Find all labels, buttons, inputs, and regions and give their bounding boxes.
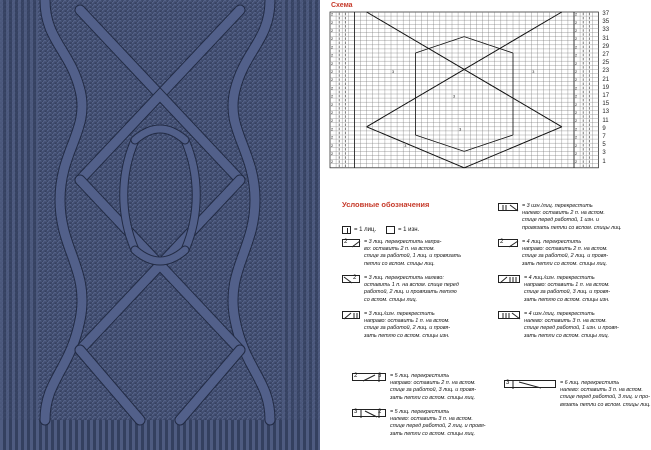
svg-text:2: 2	[331, 102, 334, 107]
purl-symbol-icon	[386, 226, 395, 234]
chart-row-number: 9	[602, 125, 606, 132]
knitted-swatch-photo	[0, 0, 320, 450]
legend-title: Условные обозначения	[342, 200, 430, 209]
chart-row-number: 21	[602, 76, 610, 83]
svg-text:2: 2	[575, 143, 578, 148]
svg-text:2: 2	[575, 20, 578, 25]
svg-text:2: 2	[331, 45, 334, 50]
legend-item-c4r: = 4 лиц. перекрестить направо: оставить 2 п. на вспом. спице за работой, 2 лиц. и провя- зать петли со вспом. спицы лиц.	[522, 239, 609, 267]
svg-text:3: 3	[532, 70, 535, 74]
svg-text:2: 2	[331, 70, 334, 74]
svg-text:2: 2	[331, 53, 334, 58]
svg-text:2: 2	[575, 127, 578, 132]
chart-row-number: 15	[602, 101, 610, 108]
svg-text:2: 2	[575, 152, 578, 156]
legend-item-c5l: = 5 лиц. перекрестить налево: оставить 3 п. на вспом. спице перед работой, 2 лиц. и провя- зать петли со вспом. спицы лиц.	[390, 409, 486, 437]
svg-text:2: 2	[331, 135, 334, 140]
chart-title: Схема	[331, 2, 353, 9]
legend-item-c5r: = 5 лиц. перекрестить направо: оставить 2 п. на вспом. спице за работой, 3 лиц. и провя- зать петли со вспом. спицы лиц.	[390, 373, 477, 401]
knit-symbol-icon	[342, 226, 351, 234]
svg-text:2: 2	[575, 102, 578, 107]
legend-item-c6: = 6 лиц. перекрестить налево: оставить 3 п. на вспом. спице перед работой, 3 лиц. и про- вязать петли со вспом. спицы лиц.	[560, 380, 651, 408]
legend-item-c3pl: = 3 изн./лиц. перекрестить налево: оставить 2 п. на вспом. спице перед работой, 1 изн. и провязать петли со вспом. спицы лиц.	[522, 203, 622, 231]
legend-item-c3l: = 3 лиц. перекрестить налево: оставить 1 п. на вспом. спице перед работой, 2 лиц. и провязать петлю со вспом. спицы лиц.	[364, 275, 459, 303]
svg-text:2: 2	[331, 61, 334, 66]
svg-text:2: 2	[331, 29, 334, 33]
legend-item-c4pl: = 4 изн./лиц. перекрестить налево: оставить 3 п. на вспом. спице перед работой, 1 изн. и провя- зать петли со вспом. спицы лиц.	[524, 311, 619, 339]
chart-row-number: 25	[602, 60, 610, 67]
svg-text:2: 2	[575, 94, 578, 99]
svg-text:2: 2	[575, 78, 578, 83]
chart-row-number: 33	[602, 27, 610, 34]
svg-text:3: 3	[404, 143, 407, 148]
svg-text:2: 2	[575, 45, 578, 50]
svg-text:2: 2	[575, 12, 578, 17]
chart-row-number: 17	[602, 93, 610, 99]
purl-label: = 1 изн.	[398, 227, 420, 233]
legend-item-c3r: = 3 лиц. перекрестить напра- во: оставить 2 п. на вспом. спице за работой, 1 лиц. и провязать петли со вспом. спицы лиц.	[364, 239, 462, 267]
cross-6-left-icon	[504, 380, 556, 388]
svg-text:2: 2	[331, 94, 334, 99]
chart-row-number: 1	[602, 158, 606, 165]
svg-text:2: 2	[575, 86, 578, 91]
svg-text:2: 2	[575, 70, 578, 74]
svg-text:3: 3	[392, 70, 395, 74]
chart-row-number: 13	[602, 109, 610, 116]
cross-4-purl-right-icon	[498, 275, 520, 283]
svg-text:2: 2	[331, 20, 334, 25]
svg-text:2: 2	[575, 119, 578, 124]
svg-text:2: 2	[331, 160, 334, 165]
svg-text:2: 2	[575, 53, 578, 58]
svg-text:2: 2	[575, 135, 578, 140]
svg-text:2: 2	[575, 37, 578, 42]
chart-row-number: 31	[602, 35, 610, 42]
svg-text:2: 2	[331, 37, 334, 42]
chart-row-number: 5	[602, 142, 606, 149]
knitted-fabric-image	[0, 0, 320, 450]
svg-text:2: 2	[331, 127, 334, 132]
svg-text:2: 2	[575, 29, 578, 33]
svg-text:2: 2	[331, 119, 334, 124]
chart-row-number: 7	[602, 134, 606, 140]
cross-3-purl-left-icon	[498, 203, 518, 211]
chart-row-number: 27	[602, 52, 610, 58]
svg-text:2: 2	[331, 152, 334, 156]
chart-row-number: 3	[602, 150, 606, 157]
chart-row-number: 29	[602, 43, 610, 50]
cross-4-purl-left-icon	[498, 311, 520, 319]
cross-3-left-icon	[342, 275, 360, 283]
svg-text:3: 3	[453, 94, 456, 99]
svg-text:2: 2	[331, 143, 334, 148]
svg-text:2: 2	[331, 12, 334, 17]
legend-item-c3pr: = 3 лиц./изн. перекрестить направо: оставить 1 п. на вспом. спице за работой, 2 лиц. и провя- зать петлю со вспом. спицы изн.	[364, 311, 451, 339]
chart-row-number: 37	[602, 11, 610, 17]
chart-row-number: 11	[602, 117, 609, 124]
chart-row-number: 19	[602, 84, 610, 91]
svg-text:2: 2	[331, 86, 334, 91]
svg-text:2: 2	[575, 160, 578, 165]
knit-label: = 1 лиц.	[354, 227, 377, 233]
svg-text:2: 2	[575, 111, 578, 115]
svg-text:2: 2	[331, 111, 334, 115]
stitch-chart-grid	[330, 12, 630, 172]
legend-item-c4pr: = 4 лиц./изн. перекрестить направо: оставить 1 п. на вспом. спице за работой, 3 лиц. и провя- зать петлю со вспом. спицы изн.	[524, 275, 611, 303]
cross-3-purl-right-icon	[342, 311, 360, 319]
svg-text:2: 2	[331, 78, 334, 83]
svg-text:3: 3	[459, 127, 462, 132]
chart-row-number: 23	[602, 68, 610, 75]
pattern-document: Схема 2 2 2 2 2 2 2 2 2 2 2 2 2 2 2 2 2 2 2 2 2 2 2 2 2 2 2 2 2 2 2 2 2 2 2 2 2 2 3 3 3 3 3 37 35 33 31 29 27 25 23 21 19 17 15 13 11 9 7 5 3 1 Условные обозначения = 1 лиц. = 1 изн. 2 = 3 лиц. перекрестить напра- во: оставить 2 п. на вспом. спице за работой, 1 лиц. и провязать петли со вспом. спицы лиц. 2 = 3 лиц. перекрестить налево: оставить 1 п. на вспом. спице перед работой, 2 лиц. и провязать петлю со вспом. спицы лиц. = 3 лиц./изн. перекрестить направо: оставить 1 п. на вспом. спице за работой, 2 лиц. и провя- зать петлю со вспом. спицы изн. = 3 изн./лиц. перекрестить налево: оставить 2 п. на вспом. спице перед работой, 1 изн. и провязать петли со вспом. спицы лиц. 2 = 4 лиц. перекрестить направо: оставить 2 п. на вспом. спице за работой, 2 лиц. и провя- зать петли со вспом. спицы лиц. = 4 лиц./изн. перекрестить направо: оставить 1 п. на вспом. спице за работой, 3 лиц. и провя- зать петлю со вспом. спицы изн. = 4 изн./лиц. перекрестить налево: оставить 3 п. на вспом. спице перед работой, 1 изн. и провя- зать петли со вспом. спицы лиц. 2 3 = 5 лиц. перекрестить направо: оставить 2 п. на вспом. спице за работой, 3 лиц. и провя- зать петли со вспом. спицы лиц. 3 2 = 5 лиц. перекрестить налево: оставить 3 п. на вспом. спице перед работой, 2 лиц. и провя- зать петли со вспом. спицы лиц. 3 = 6 лиц. перекрестить налево: оставить 3 п. на вспом. спице перед работой, 3 лиц. и про- вязать петли со вспом. спицы лиц.	[320, 0, 640, 450]
chart-row-number: 35	[602, 19, 610, 26]
svg-text:2: 2	[575, 61, 578, 66]
